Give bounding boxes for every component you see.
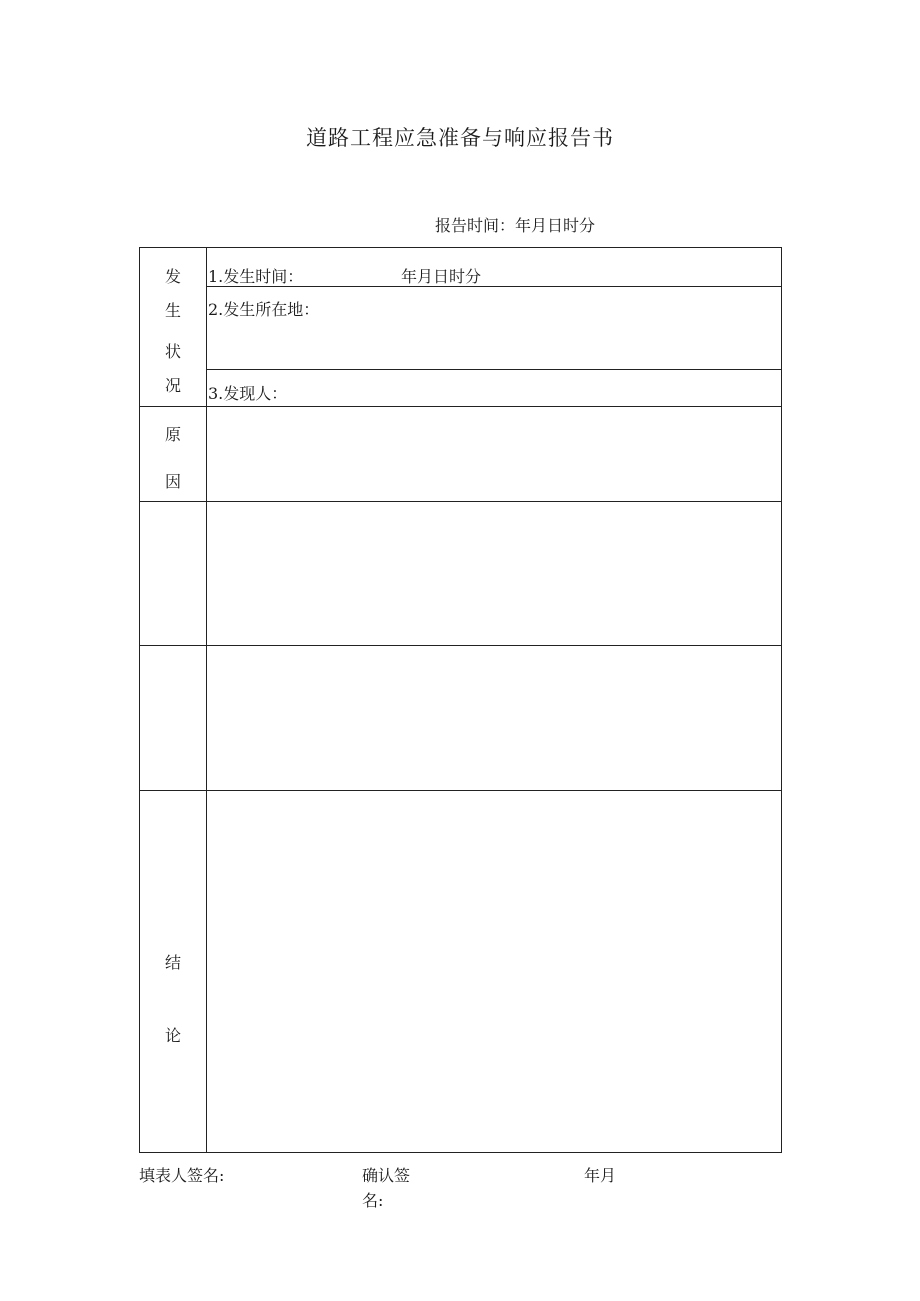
confirm-signature-label: 确认签 xyxy=(362,1166,411,1185)
report-form-table xyxy=(139,247,782,1153)
discoverer-field[interactable]: 3.发现人： xyxy=(208,384,288,403)
confirm-signature-label: 名: xyxy=(362,1191,384,1210)
row-divider xyxy=(140,406,781,407)
conclusion-label-char: 结 xyxy=(164,953,181,972)
date-label: 年月 xyxy=(584,1166,617,1185)
report-time-label: 报告时间：年月日时分 xyxy=(435,216,596,235)
column-divider xyxy=(206,248,207,1152)
occurrence-time-field[interactable]: 1.发生时间： xyxy=(208,267,304,286)
row-divider xyxy=(140,790,781,791)
conclusion-label-char: 论 xyxy=(164,1026,181,1045)
blank-content-cell[interactable] xyxy=(208,504,780,642)
occurrence-label-char: 生 xyxy=(164,301,181,320)
occurrence-location-field[interactable]: 2.发生所在地： xyxy=(208,300,320,319)
page-title: 道路工程应急准备与响应报告书 xyxy=(306,126,614,150)
occurrence-label-char: 发 xyxy=(164,267,181,286)
row-divider xyxy=(140,501,781,502)
conclusion-content-cell[interactable] xyxy=(208,793,780,1148)
cause-label-char: 因 xyxy=(164,472,181,491)
cause-content-cell[interactable] xyxy=(208,408,780,498)
row-divider xyxy=(140,645,781,646)
cause-label-char: 原 xyxy=(164,425,181,444)
row-divider xyxy=(206,369,781,370)
blank-content-cell[interactable] xyxy=(208,648,780,786)
occurrence-time-units: 年月日时分 xyxy=(401,267,482,286)
filler-signature-label: 填表人签名: xyxy=(139,1166,225,1185)
occurrence-label-char: 状 xyxy=(164,342,181,361)
occurrence-label-char: 况 xyxy=(164,376,181,395)
